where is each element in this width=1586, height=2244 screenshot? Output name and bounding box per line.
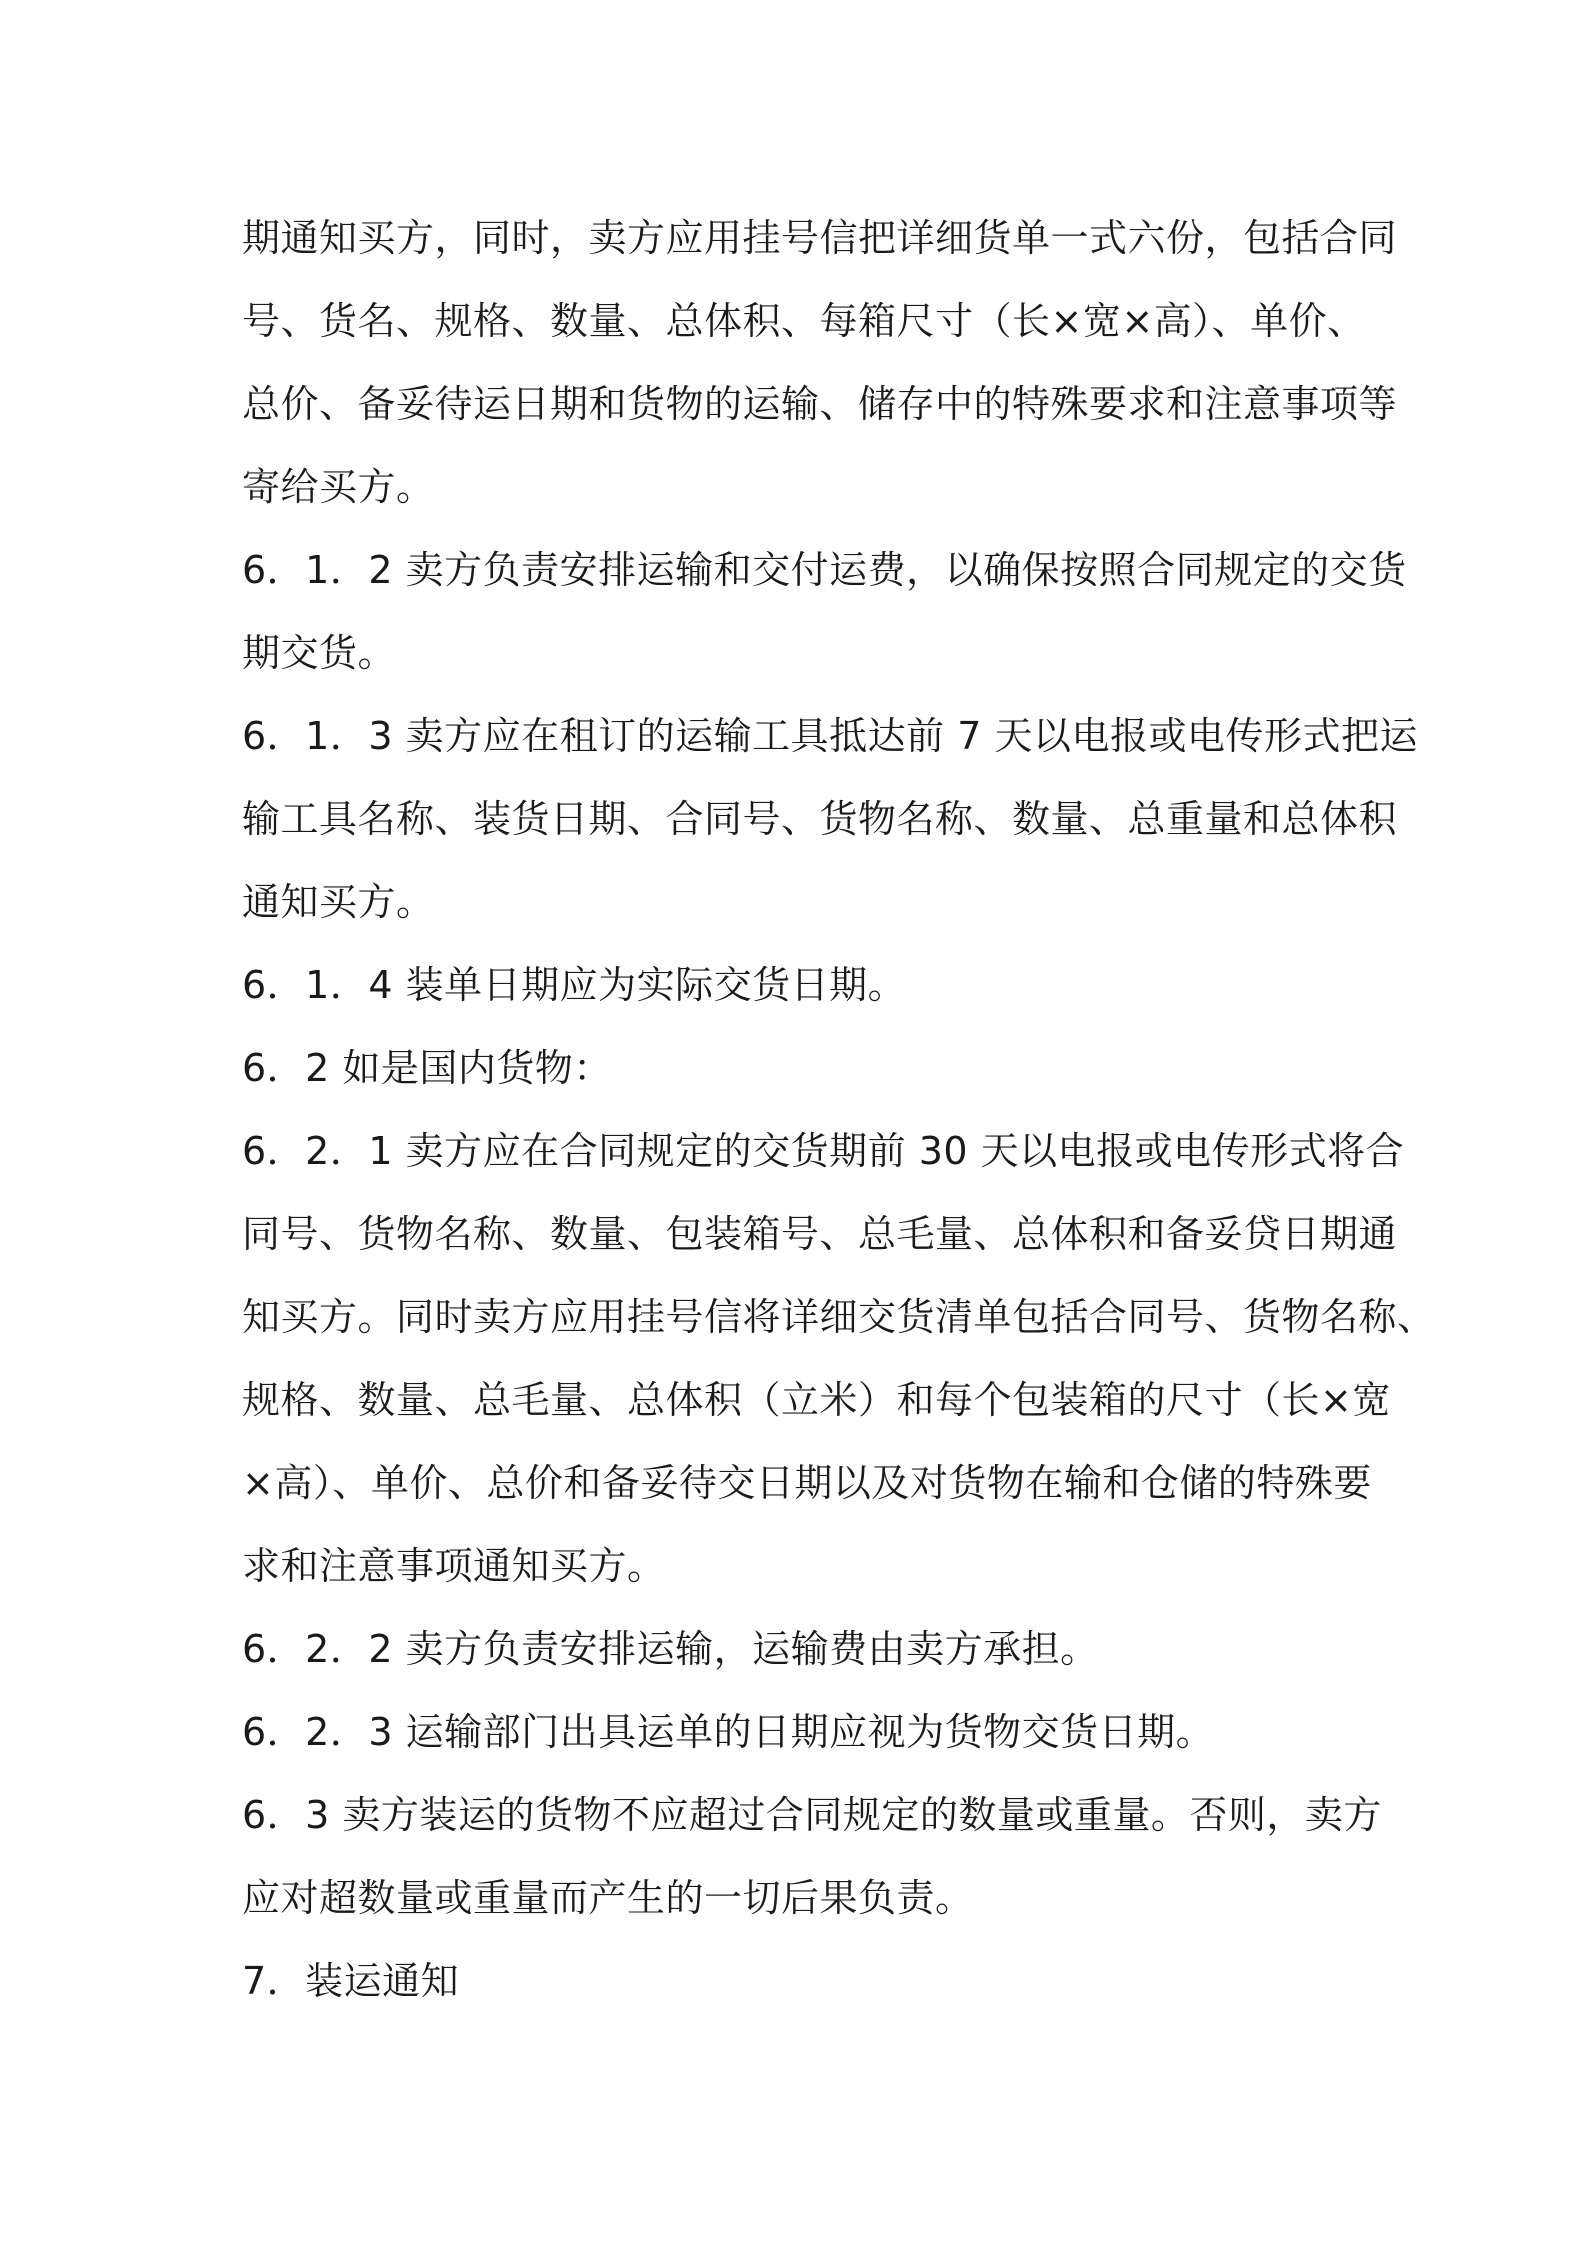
text-line: 应对超数量或重量而产生的一切后果负责。 [242,1876,974,1920]
clause-6-1-4: 6．1．4 装单日期应为实际交货日期。 [242,963,907,1007]
clause-6-1-3: 6．1．3 卖方应在租订的运输工具抵达前 7 天以电报或电传形式把运 [242,714,1418,758]
text-line: 输工具名称、装货日期、合同号、货物名称、数量、总重量和总体积 [242,797,1398,841]
text-line: 规格、数量、总毛量、总体积（立米）和每个包装箱的尺寸（长×宽 [242,1378,1391,1422]
text-line: 通知买方。 [242,880,435,924]
clause-6-2: 6．2 如是国内货物： [242,1046,612,1090]
clause-6-1-2: 6．1．2 卖方负责安排运输和交付运费，以确保按照合同规定的交货 [242,548,1407,592]
text-line: ×高）、单价、总价和备妥待交日期以及对货物在输和仓储的特殊要 [242,1461,1372,1505]
section-heading-7: 7．装运通知 [242,1959,460,2003]
text-line: 知买方。同时卖方应用挂号信将详细交货清单包括合同号、货物名称、 [242,1295,1436,1339]
clause-6-2-2: 6．2．2 卖方负责安排运输，运输费由卖方承担。 [242,1627,1099,1671]
clause-6-3: 6．3 卖方装运的货物不应超过合同规定的数量或重量。否则，卖方 [242,1793,1382,1837]
text-line: 期交货。 [242,631,397,675]
text-line: 期通知买方，同时，卖方应用挂号信把详细货单一式六份，包括合同 [242,216,1398,260]
clause-6-2-3: 6．2．3 运输部门出具运单的日期应视为货物交货日期。 [242,1710,1215,1754]
text-line: 同号、货物名称、数量、包装箱号、总毛量、总体积和备妥贷日期通 [242,1212,1398,1256]
clause-6-2-1: 6．2．1 卖方应在合同规定的交货期前 30 天以电报或电传形式将合 [242,1129,1405,1173]
text-line: 求和注意事项通知买方。 [242,1544,666,1588]
text-line: 寄给买方。 [242,465,435,509]
text-line: 总价、备妥待运日期和货物的运输、储存中的特殊要求和注意事项等 [242,382,1398,426]
document-body [242,197,1436,2023]
text-line: 号、货名、规格、数量、总体积、每箱尺寸（长×宽×高）、单价、 [242,299,1366,343]
